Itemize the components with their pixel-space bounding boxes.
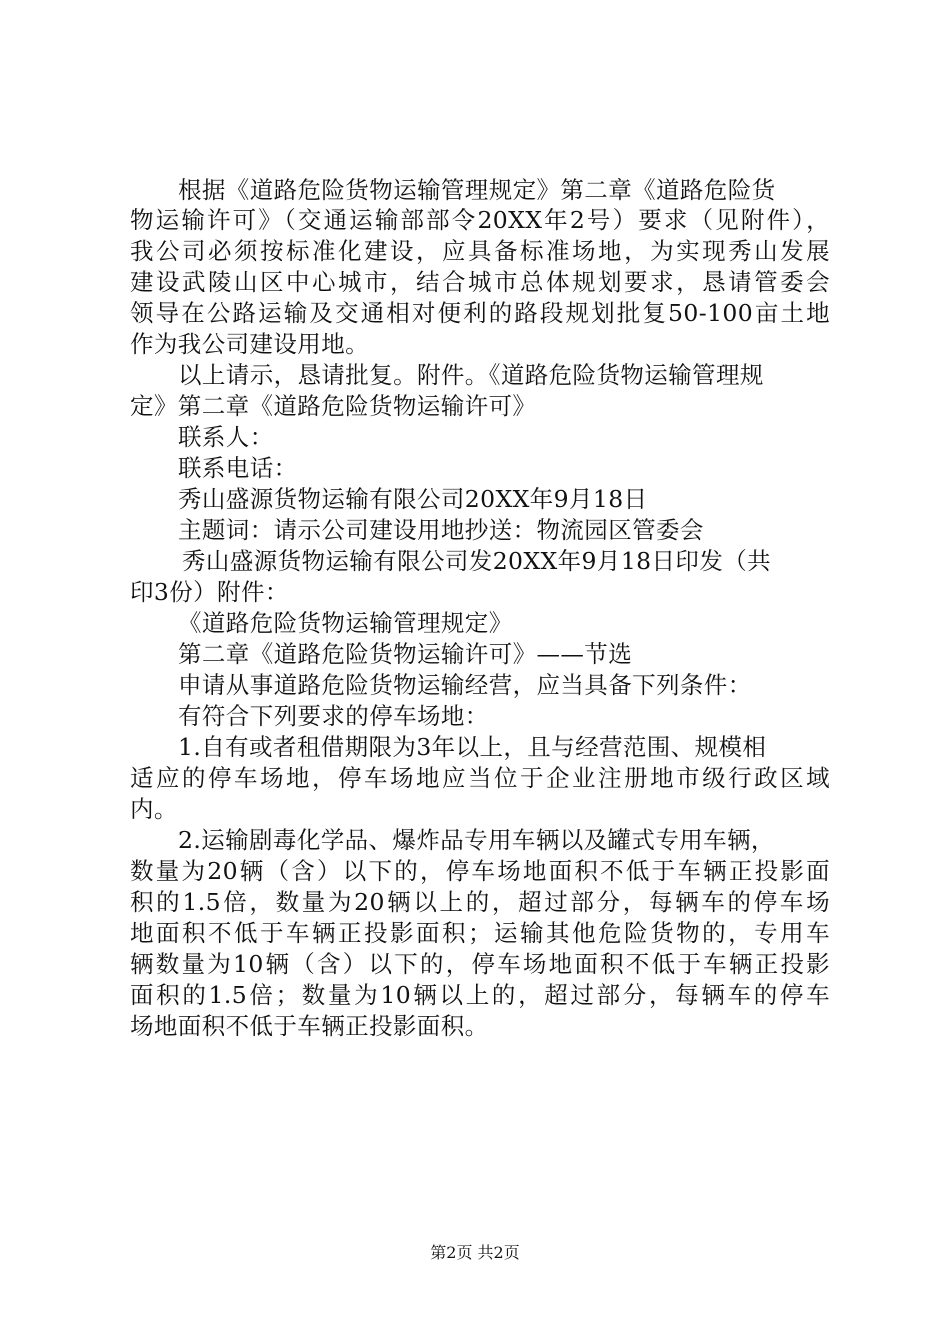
para-1-line-6: 作为我公司建设用地。 (130, 330, 369, 358)
issue-line-1: 秀山盛源货物运输有限公司发20XX年9月18日印发（共 (182, 547, 772, 575)
para-2-line-1: 以上请示，恳请批复。附件。《道路危险货物运输管理规 (178, 361, 764, 389)
item-2-line-1: 2.运输剧毒化学品、爆炸品专用车辆以及罐式专用车辆， (178, 826, 775, 854)
page-footer: 第2页 共2页 (430, 1243, 520, 1262)
contact-phone: 联系电话： (178, 454, 298, 482)
para-2-line-2: 定》第二章《道路危险货物运输许可》 (130, 392, 537, 420)
item-2-line-4: 地面积不低于车辆正投影面积；运输其他危险货物的，专用车 (130, 919, 830, 947)
item-2-line-7: 场地面积不低于车辆正投影面积。 (130, 1012, 489, 1040)
item-1-line-3: 内。 (130, 795, 178, 823)
issue-line-2: 印3份）附件： (130, 578, 289, 606)
para-1-line-5: 领导在公路运输及交通相对便利的路段规划批复50-100亩土地 (130, 299, 830, 327)
item-2-line-2: 数量为20辆（含）以下的，停车场地面积不低于车辆正投影面 (130, 857, 830, 885)
item-2-line-5: 辆数量为10辆（含）以下的，停车场地面积不低于车辆正投影 (130, 950, 830, 978)
item-1-line-2: 适应的停车场地，停车场地应当位于企业注册地市级行政区域 (130, 764, 830, 792)
para-1-line-3: 我公司必须按标准化建设，应具备标准场地，为实现秀山发展 (130, 237, 830, 265)
para-1-line-1: 根据《道路危险货物运输管理规定》第二章《道路危险货 (178, 176, 776, 204)
parking-requirement: 有符合下列要求的停车场地： (178, 702, 489, 730)
subject-words: 主题词：请示公司建设用地抄送：物流园区管委会 (178, 516, 704, 544)
item-1-line-1: 1.自有或者租借期限为3年以上，且与经营范围、规模相 (178, 733, 767, 761)
para-1-line-2: 物运输许可》（交通运输部部令20XX年2号）要求（见附件）， (130, 206, 830, 234)
conditions-intro: 申请从事道路危险货物运输经营，应当具备下列条件： (178, 671, 752, 699)
item-2-line-6: 面积的1.5倍；数量为10辆以上的，超过部分，每辆车的停车 (130, 981, 830, 1009)
para-1-line-4: 建设武陵山区中心城市，结合城市总体规划要求，恳请管委会 (130, 268, 830, 296)
chapter-title: 第二章《道路危险货物运输许可》——节选 (178, 640, 633, 668)
contact-person: 联系人： (178, 423, 274, 451)
company-date: 秀山盛源货物运输有限公司20XX年9月18日 (178, 485, 648, 513)
item-2-line-3: 积的1.5倍，数量为20辆以上的，超过部分，每辆车的停车场 (130, 888, 830, 916)
attachment-title: 《道路危险货物运输管理规定》 (178, 609, 513, 637)
